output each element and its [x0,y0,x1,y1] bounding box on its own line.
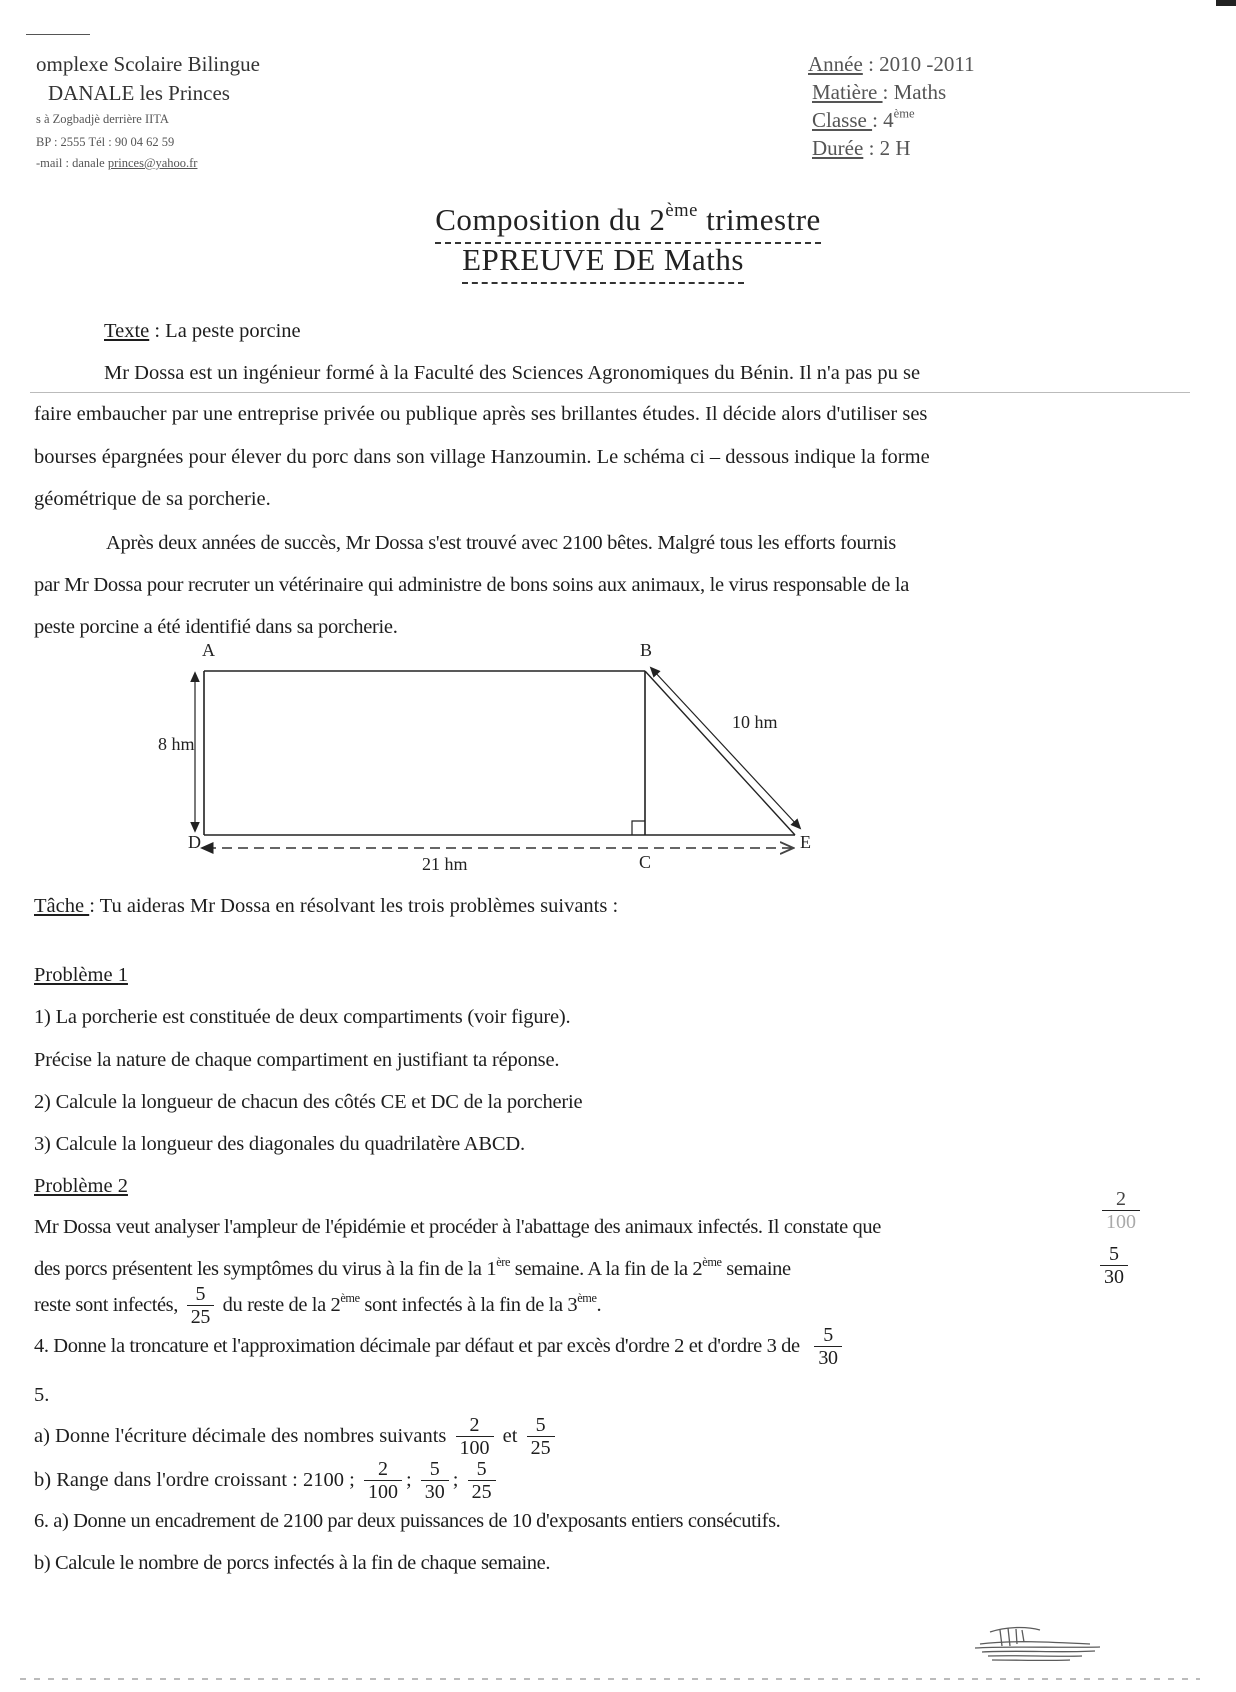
text-heading-rest: : La peste porcine [149,320,301,342]
text-label: Texte [104,320,150,342]
fraction-denominator: 25 [187,1305,214,1328]
year-row [808,50,975,78]
fraction-5-30 [814,1324,841,1369]
margin-fraction-2-100 [1098,1188,1144,1233]
fraction-5-30 [421,1458,449,1503]
problem2-intro-line3 [34,1283,601,1328]
problem2-intro-line1: Mr Dossa veut analyser l'ampleur de l'épidémie et procéder à l'abattage des animaux infectés. Il constate que [34,1216,881,1238]
sup-2eme: ème [340,1290,360,1305]
subject-value: : Maths [882,80,947,104]
problem1-q2: 2) Calcule la longueur de chacun des côtés CE et DC de la porcherie [34,1091,583,1113]
fraction-2-100 [456,1414,494,1459]
intro-line3-mid: du reste de la 2 [222,1294,341,1316]
duration-row [812,134,975,162]
sup-3eme: ème [577,1290,597,1305]
fraction-denominator: 25 [527,1436,555,1459]
school-header [36,50,260,172]
fraction-denominator: 100 [364,1480,402,1503]
q5b-text: b) Range dans l'ordre croissant : 2100 ; [34,1469,355,1491]
point-e-label: E [800,832,811,852]
title-line2: EPREUVE DE Maths [462,240,744,284]
problem2-title: Problème 2 [34,1175,128,1197]
fraction-2-100 [364,1458,402,1503]
intro-line3-text: reste sont infectés, [34,1294,178,1316]
sup-2eme: ème [702,1254,722,1269]
school-address: s à Zogbadjè derrière IITA [36,112,169,126]
problem2-q6a: 6. a) Donne un encadrement de 2100 par deux puissances de 10 d'exposants entiers consécutifs. [34,1510,781,1532]
intro-line3-rest [222,1290,602,1316]
fraction-denominator: 30 [814,1346,841,1369]
duration-value: : 2 H [863,136,911,160]
email-link[interactable]: princes@yahoo.fr [107,156,198,170]
base-dimension-label: 21 hm [422,854,468,874]
intro-line3-mid2: sont infectés à la fin de la 3 [359,1294,578,1316]
school-name-line2: DANALE les Princes [48,81,230,105]
fraction [1102,1188,1140,1233]
problem2-q5: 5. [34,1384,50,1406]
class-value: : 4 [872,108,894,132]
q5a-and: et [502,1425,518,1447]
year-value: : 2010 -2011 [862,52,975,76]
task-line [34,895,618,918]
problem2-q5a [34,1414,559,1459]
duration-label: Durée [812,136,864,160]
fraction-numerator: 5 [476,1458,487,1480]
fraction-denominator: 100 [1102,1210,1140,1233]
intro-line2-mid: semaine. A la fin de la 2 [510,1258,703,1280]
porcherie-figure [150,640,890,880]
fraction-numerator: 2 [1116,1188,1126,1210]
email-prefix: -mail : danale [36,156,108,170]
fraction-5-25 [468,1458,496,1503]
scan-edge-mark [1216,0,1236,6]
margin-fraction-5-30 [1096,1243,1132,1288]
fraction-numerator: 5 [195,1283,206,1305]
paragraph1-line4: géométrique de sa porcherie. [34,488,271,510]
fraction-numerator: 2 [469,1414,480,1436]
problem2-q5b [34,1458,500,1503]
intro-line2-text: des porcs présentent les symptômes du virus à la fin de la 1 [34,1258,497,1280]
scan-artifact-line [26,34,90,35]
title-line1-post: trimestre [697,202,821,237]
class-label: Classe [812,108,873,132]
class-sup: ème [893,106,915,121]
porcherie-diagram [150,640,890,880]
exam-subtitle [0,240,1236,284]
problem1-q3: 3) Calcule la longueur des diagonales du quadrilatère ABCD. [34,1133,525,1155]
problem1-q1-detail: Précise la nature de chaque compartiment en justifiant ta réponse. [34,1049,560,1071]
subject-row [812,78,975,106]
intro-line2-post: semaine [721,1258,791,1280]
fraction-5-25 [527,1414,555,1459]
point-b-label: B [640,640,653,660]
hypotenuse-dimension-label: 10 hm [732,712,778,732]
fraction-denominator: 30 [421,1480,449,1503]
problem1-q1: 1) La porcherie est constituée de deux compartiments (voir figure). [34,1006,571,1028]
school-phone: BP : 2555 Tél : 90 04 62 59 [36,135,175,149]
fraction-numerator: 5 [823,1324,833,1346]
height-dimension-label: 8 hm [158,734,195,754]
fraction-numerator: 5 [429,1458,440,1480]
separator: ; [405,1469,412,1491]
paragraph2-line3: peste porcine a été identifié dans sa porcherie. [34,616,398,638]
scan-artifact-rule [30,392,1190,393]
year-label: Année [808,52,863,76]
fraction-denominator: 30 [1100,1265,1128,1288]
signature-scribble [970,1620,1120,1670]
paragraph1-line1: Mr Dossa est un ingénieur formé à la Faculté des Sciences Agronomiques du Bénin. Il n'a pas pu se [104,362,921,384]
fraction-denominator: 100 [456,1436,494,1459]
point-c-label: C [639,852,652,872]
fraction [1100,1243,1128,1288]
exam-info [808,50,975,162]
point-d-label: D [188,832,201,852]
fraction-numerator: 5 [535,1414,546,1436]
title-line1-sup: ème [665,200,698,222]
title-line1-text: Composition du 2 [435,202,666,237]
subject-label: Matière [812,80,883,104]
exam-title [0,200,1236,244]
problem2-q4 [34,1324,846,1369]
fraction-5-25 [187,1283,214,1328]
task-label: Tâche [34,895,90,917]
fraction-numerator: 5 [1109,1243,1119,1265]
paragraph2-line1: Après deux années de succès, Mr Dossa s'est trouvé avec 2100 bêtes. Malgré tous les efforts fournis [106,532,896,554]
problem1-title: Problème 1 [34,964,128,986]
title-line1 [435,200,821,244]
q4-text: 4. Donne la troncature et l'approximation décimale par défaut et par excès d'ordre 2 et d'ordre 3 de [34,1335,800,1357]
problem2-q6b: b) Calcule le nombre de porcs infectés à la fin de chaque semaine. [34,1552,551,1574]
text-heading [104,320,301,343]
fraction-numerator: 2 [377,1458,388,1480]
separator: ; [452,1469,459,1491]
point-a-label: A [202,640,215,660]
school-name-line1: omplexe Scolaire Bilingue [36,52,260,76]
intro-line3-post: . [596,1294,602,1316]
fraction-denominator: 25 [468,1480,496,1503]
sup-1ere: ère [496,1254,511,1269]
paragraph1-line2: faire embaucher par une entreprise privée ou publique après ses brillantes études. Il décide alors d'utiliser ses [34,403,928,425]
problem2-intro-line2 [34,1254,791,1281]
paragraph2-line2: par Mr Dossa pour recruter un vétérinaire qui administre de bons soins aux animaux, le virus responsable de la [34,574,910,596]
task-text: : Tu aideras Mr Dossa en résolvant les trois problèmes suivants : [89,895,619,917]
class-row [812,106,975,134]
scan-artifact-bottom [20,1678,1200,1680]
paragraph1-line3: bourses épargnées pour élever du porc dans son village Hanzoumin. Le schéma ci – dessous indique la forme [34,446,930,468]
q5a-text: a) Donne l'écriture décimale des nombres suivants [34,1425,447,1447]
school-email [36,154,260,172]
